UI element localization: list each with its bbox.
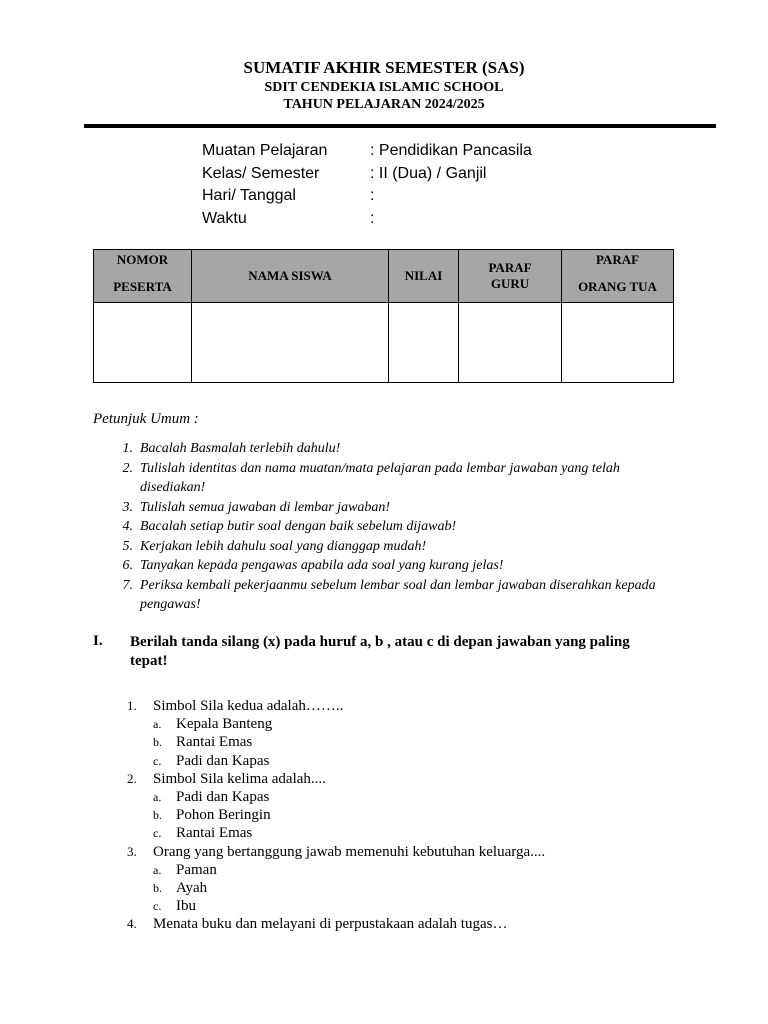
question [127,915,687,933]
school-name: SDIT CENDEKIA ISLAMIC SCHOOL [264,80,504,95]
answer-option[interactable] [127,824,687,842]
identity-table-header [94,250,674,303]
cell-nama-siswa[interactable] [192,303,389,383]
cell-nilai[interactable] [389,303,459,383]
section-number: I. [93,633,103,649]
option-text: Kepala Banteng [176,716,273,733]
list-text: Tanyakan kepada pengawas apabila ada soal yang kurang jelas! [140,558,504,573]
question-text: Simbol Sila kelima adalah.... [153,770,326,787]
list-text: Bacalah setiap butir soal dengan baik sebelum dijawab! [140,519,457,534]
option-letter: c. [153,899,162,914]
header-line: PARAF [595,251,640,267]
exam-title: SUMATIF AKHIR SEMESTER (SAS) [243,58,525,77]
header-divider [84,124,716,128]
info-value: : Pendidikan Pancasila [370,142,532,159]
option-letter: c. [153,826,162,841]
answer-option[interactable] [127,897,687,915]
option-letter: b. [153,881,162,896]
identity-table-row [94,303,674,383]
question-number: 4. [127,916,137,932]
answer-option[interactable] [127,752,687,770]
list-item [113,537,683,557]
option-letter: b. [153,735,162,750]
list-item [113,576,683,615]
question-number: 2. [127,770,137,786]
option-text: Padi dan Kapas [176,789,270,806]
header-nilai [389,250,459,303]
question-text: Simbol Sila kedua adalah…….. [153,698,344,714]
cell-nomor-peserta[interactable] [94,303,192,383]
list-number: 2. [122,460,133,476]
header-paraf-orang-tua [562,250,674,303]
header-line: PARAF [488,260,532,275]
answer-option[interactable] [127,715,687,733]
option-letter: b. [153,808,162,823]
question-text: Orang yang bertanggung jawab memenuhi kebutuhan keluarga.... [153,843,546,860]
list-number: 3. [122,499,133,515]
question-text: Menata buku dan melayani di perpustakaan adalah tugas… [153,916,508,933]
option-letter: a. [153,862,162,877]
cell-paraf-guru[interactable] [459,303,562,383]
header-line: NOMOR [116,251,169,267]
header-line: NILAI [404,268,443,283]
option-text: Rantai Emas [176,825,253,842]
list-item [113,498,683,518]
option-letter: a. [153,790,162,805]
list-item [113,556,683,576]
info-label: Muatan Pelajaran [202,142,328,159]
option-text: Rantai Emas [176,734,253,751]
answer-option[interactable] [127,806,687,824]
question-number: 1. [127,698,137,713]
option-letter: c. [153,753,162,768]
header-nomor-peserta [94,250,192,303]
list-number: 5. [122,538,133,554]
answer-option[interactable] [127,879,687,897]
answer-option[interactable] [127,861,687,879]
info-label: Hari/ Tanggal [202,187,296,204]
question-list [127,697,687,934]
identity-table [93,249,674,383]
info-value: : [370,210,375,227]
list-item [113,439,683,459]
option-text: Paman [176,861,217,878]
list-item [113,517,683,537]
academic-year: TAHUN PELAJARAN 2024/2025 [283,97,485,112]
info-label: Waktu [202,210,247,227]
header-line: NAMA SISWA [248,268,332,283]
header-line: GURU [490,276,530,291]
question [127,770,687,788]
list-text: Bacalah Basmalah terlebih dahulu! [140,441,341,456]
header-nama-siswa [192,250,389,303]
question-number: 3. [127,843,137,859]
cell-paraf-orang-tua[interactable] [562,303,674,383]
list-number: 7. [122,577,133,593]
list-text: Tulislah identitas dan nama muatan/mata pelajaran pada lembar jawaban yang telah disediakan! [140,460,620,495]
question [127,843,687,861]
question [127,697,687,715]
header-line: ORANG TUA [578,278,657,294]
option-text: Ayah [176,880,208,897]
info-value: : [370,187,375,204]
answer-option[interactable] [127,788,687,806]
option-text: Pohon Beringin [176,807,271,824]
header-paraf-guru [459,250,562,303]
option-text: Padi dan Kapas [176,752,270,769]
answer-option[interactable] [127,733,687,751]
section-instruction: Berilah tanda silang (x) pada huruf a, b , atau c di depan jawaban yang paling tepat! [130,634,630,669]
list-number: 1. [122,441,133,456]
info-label: Kelas/ Semester [202,165,320,182]
list-text: Periksa kembali pekerjaanmu sebelum lembar soal dan lembar jawaban diserahkan kepada pengawas! [140,577,656,612]
list-item [113,459,683,498]
instructions-list [113,439,683,615]
list-number: 4. [122,519,133,534]
list-text: Tulislah semua jawaban di lembar jawaban! [140,499,391,515]
header-line: PESERTA [113,278,172,294]
list-number: 6. [122,558,133,573]
info-value: : II (Dua) / Ganjil [370,165,487,182]
option-text: Ibu [176,898,196,915]
option-letter: a. [153,717,162,732]
instructions-title: Petunjuk Umum : [93,411,199,427]
list-text: Kerjakan lebih dahulu soal yang dianggap mudah! [140,538,427,554]
